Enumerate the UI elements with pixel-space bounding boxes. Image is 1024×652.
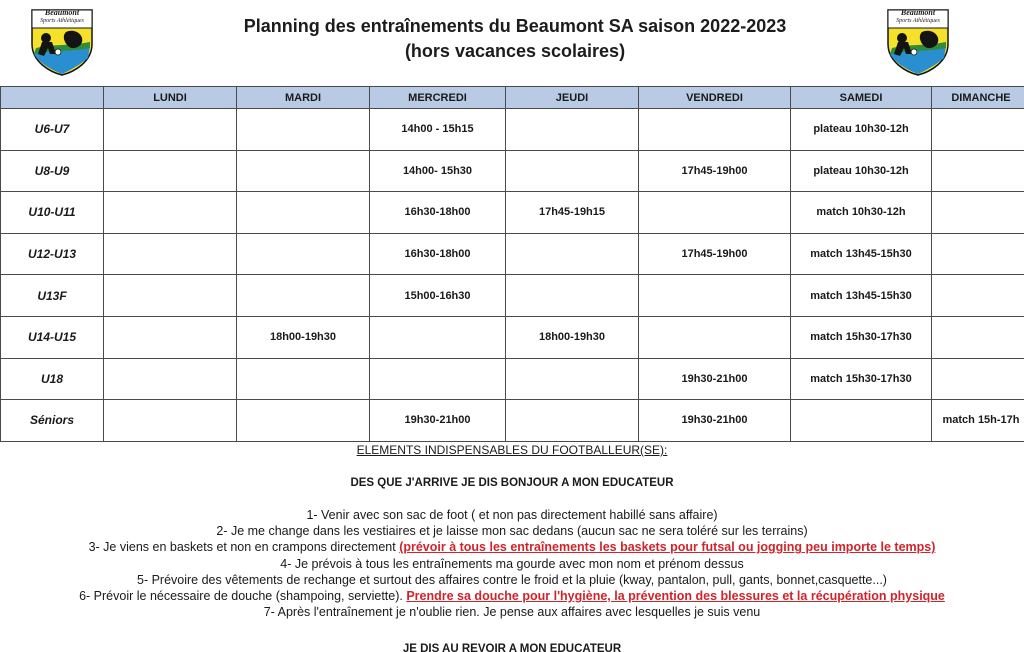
page-title — [140, 14, 890, 64]
table-cell: 17h45-19h15 — [506, 192, 639, 234]
table-cell — [104, 109, 237, 151]
category-cell: U14-U15 — [1, 316, 104, 358]
table-cell — [370, 316, 506, 358]
table-cell — [932, 192, 1024, 234]
table-cell — [104, 233, 237, 275]
table-cell: plateau 10h30-12h — [791, 109, 932, 151]
rule-item: 1- Venir avec son sac de foot ( et non pas directement habillé sans affaire) — [306, 508, 718, 522]
table-cell — [791, 400, 932, 442]
rule-item: 4- Je prévois à tous les entraînements ma gourde avec mon nom et prénom dessus — [280, 556, 744, 571]
table-cell — [237, 400, 370, 442]
category-cell: U6-U7 — [1, 109, 104, 151]
table-cell — [237, 358, 370, 400]
table-cell — [932, 109, 1024, 151]
table-cell — [639, 192, 791, 234]
table-cell — [370, 358, 506, 400]
table-cell: 14h00 - 15h15 — [370, 109, 506, 151]
table-row — [1, 358, 1024, 400]
table-cell — [104, 400, 237, 442]
table-cell: match 13h45-15h30 — [791, 233, 932, 275]
logo-subtitle: Sports Athlétiques — [40, 18, 84, 24]
table-cell — [932, 150, 1024, 192]
rule-item: 2- Je me change dans les vestiaires et je laisse mon sac dedans (aucun sac ne sera toléré sur les terrains) — [216, 524, 808, 539]
table-cell — [506, 400, 639, 442]
club-logo-right — [886, 8, 950, 76]
table-cell — [506, 358, 639, 400]
schedule-table — [0, 86, 1024, 442]
table-cell — [639, 316, 791, 358]
rule-item: 7- Après l'entraînement je n'oublie rien. Je pense aux affaires avec lesquelles je suis venu — [263, 605, 761, 620]
essentials-heading: ELEMENTS INDISPENSABLES DU FOOTBALLEUR(SE): — [356, 443, 668, 457]
rule-emphasis: (prévoir à tous les entraînements les baskets pour futsal ou jogging peu importe le temps) — [399, 540, 936, 555]
table-cell: 19h30-21h00 — [370, 400, 506, 442]
table-cell — [237, 150, 370, 192]
table-cell — [506, 109, 639, 151]
table-cell — [237, 192, 370, 234]
table-cell — [104, 358, 237, 400]
table-cell — [104, 275, 237, 317]
category-cell: U8-U9 — [1, 150, 104, 192]
greeting-rule: DES QUE J'ARRIVE JE DIS BONJOUR A MON EDUCATEUR — [350, 477, 674, 489]
header-cell: DIMANCHE — [932, 87, 1024, 109]
rule-emphasis: Prendre sa douche pour l'hygiène, la prévention des blessures et la récupération physique — [406, 589, 945, 604]
table-cell — [506, 275, 639, 317]
header-cell: LUNDI — [104, 87, 237, 109]
table-cell: 16h30-18h00 — [370, 192, 506, 234]
table-cell: 15h00-16h30 — [370, 275, 506, 317]
table-cell — [237, 275, 370, 317]
rules-list — [0, 507, 1024, 620]
table-row — [1, 400, 1024, 442]
rule-item: 3- Je viens en baskets et non en crampons directement (prévoir à tous les entraînements les baskets pour futsal ou jogging peu importe le temps) — [88, 540, 936, 555]
table-cell: match 10h30-12h — [791, 192, 932, 234]
table-cell — [506, 150, 639, 192]
table-cell — [104, 316, 237, 358]
table-row — [1, 192, 1024, 234]
table-cell: 16h30-18h00 — [370, 233, 506, 275]
table-cell — [639, 109, 791, 151]
table-cell — [932, 275, 1024, 317]
header-cell: SAMEDI — [791, 87, 932, 109]
table-row — [1, 233, 1024, 275]
table-header-row — [1, 87, 1024, 109]
category-cell: U18 — [1, 358, 104, 400]
table-cell: 19h30-21h00 — [639, 400, 791, 442]
header-cell: MERCREDI — [370, 87, 506, 109]
category-cell: U10-U11 — [1, 192, 104, 234]
category-cell: U12-U13 — [1, 233, 104, 275]
category-cell: Séniors — [1, 400, 104, 442]
table-cell — [932, 358, 1024, 400]
club-logo-left — [30, 8, 94, 76]
table-cell: 18h00-19h30 — [237, 316, 370, 358]
table-cell: 17h45-19h00 — [639, 150, 791, 192]
title-line-1: Planning des entraînements du Beaumont SA saison 2022-2023 — [243, 16, 787, 36]
table-cell: 17h45-19h00 — [639, 233, 791, 275]
logo-name: Beaumont — [900, 8, 936, 17]
category-cell: U13F — [1, 275, 104, 317]
table-cell: 18h00-19h30 — [506, 316, 639, 358]
table-row — [1, 316, 1024, 358]
table-cell — [639, 275, 791, 317]
table-cell: 19h30-21h00 — [639, 358, 791, 400]
table-cell — [237, 233, 370, 275]
header-cell: VENDREDI — [639, 87, 791, 109]
table-row — [1, 275, 1024, 317]
table-cell: match 13h45-15h30 — [791, 275, 932, 317]
table-cell: match 15h30-17h30 — [791, 358, 932, 400]
table-cell — [237, 109, 370, 151]
table-cell — [506, 233, 639, 275]
title-line-2: (hors vacances scolaires) — [404, 41, 626, 61]
table-cell: match 15h-17h — [932, 400, 1024, 442]
table-cell: 14h00- 15h30 — [370, 150, 506, 192]
table-cell: plateau 10h30-12h — [791, 150, 932, 192]
table-cell — [932, 316, 1024, 358]
table-cell — [932, 233, 1024, 275]
table-row — [1, 109, 1024, 151]
rule-item: 5- Prévoire des vêtements de rechange et surtout des affaires contre le froid et la pluie (kway, pantalon, pull, gants, bonnet,casquette...) — [137, 572, 887, 587]
header-cell — [1, 87, 104, 109]
table-cell — [104, 150, 237, 192]
header-cell: MARDI — [237, 87, 370, 109]
logo-name: Beaumont — [44, 8, 80, 17]
rule-item: 6- Prévoir le nécessaire de douche (shampoing, serviette). Prendre sa douche pour l'hygiène, la prévention des blessures et la récupération physique — [79, 589, 945, 604]
logo-subtitle: Sports Athlétiques — [896, 18, 940, 24]
goodbye-rule: JE DIS AU REVOIR A MON EDUCATEUR — [402, 643, 622, 652]
table-row — [1, 150, 1024, 192]
table-cell — [104, 192, 237, 234]
header-cell: JEUDI — [506, 87, 639, 109]
table-cell: match 15h30-17h30 — [791, 316, 932, 358]
